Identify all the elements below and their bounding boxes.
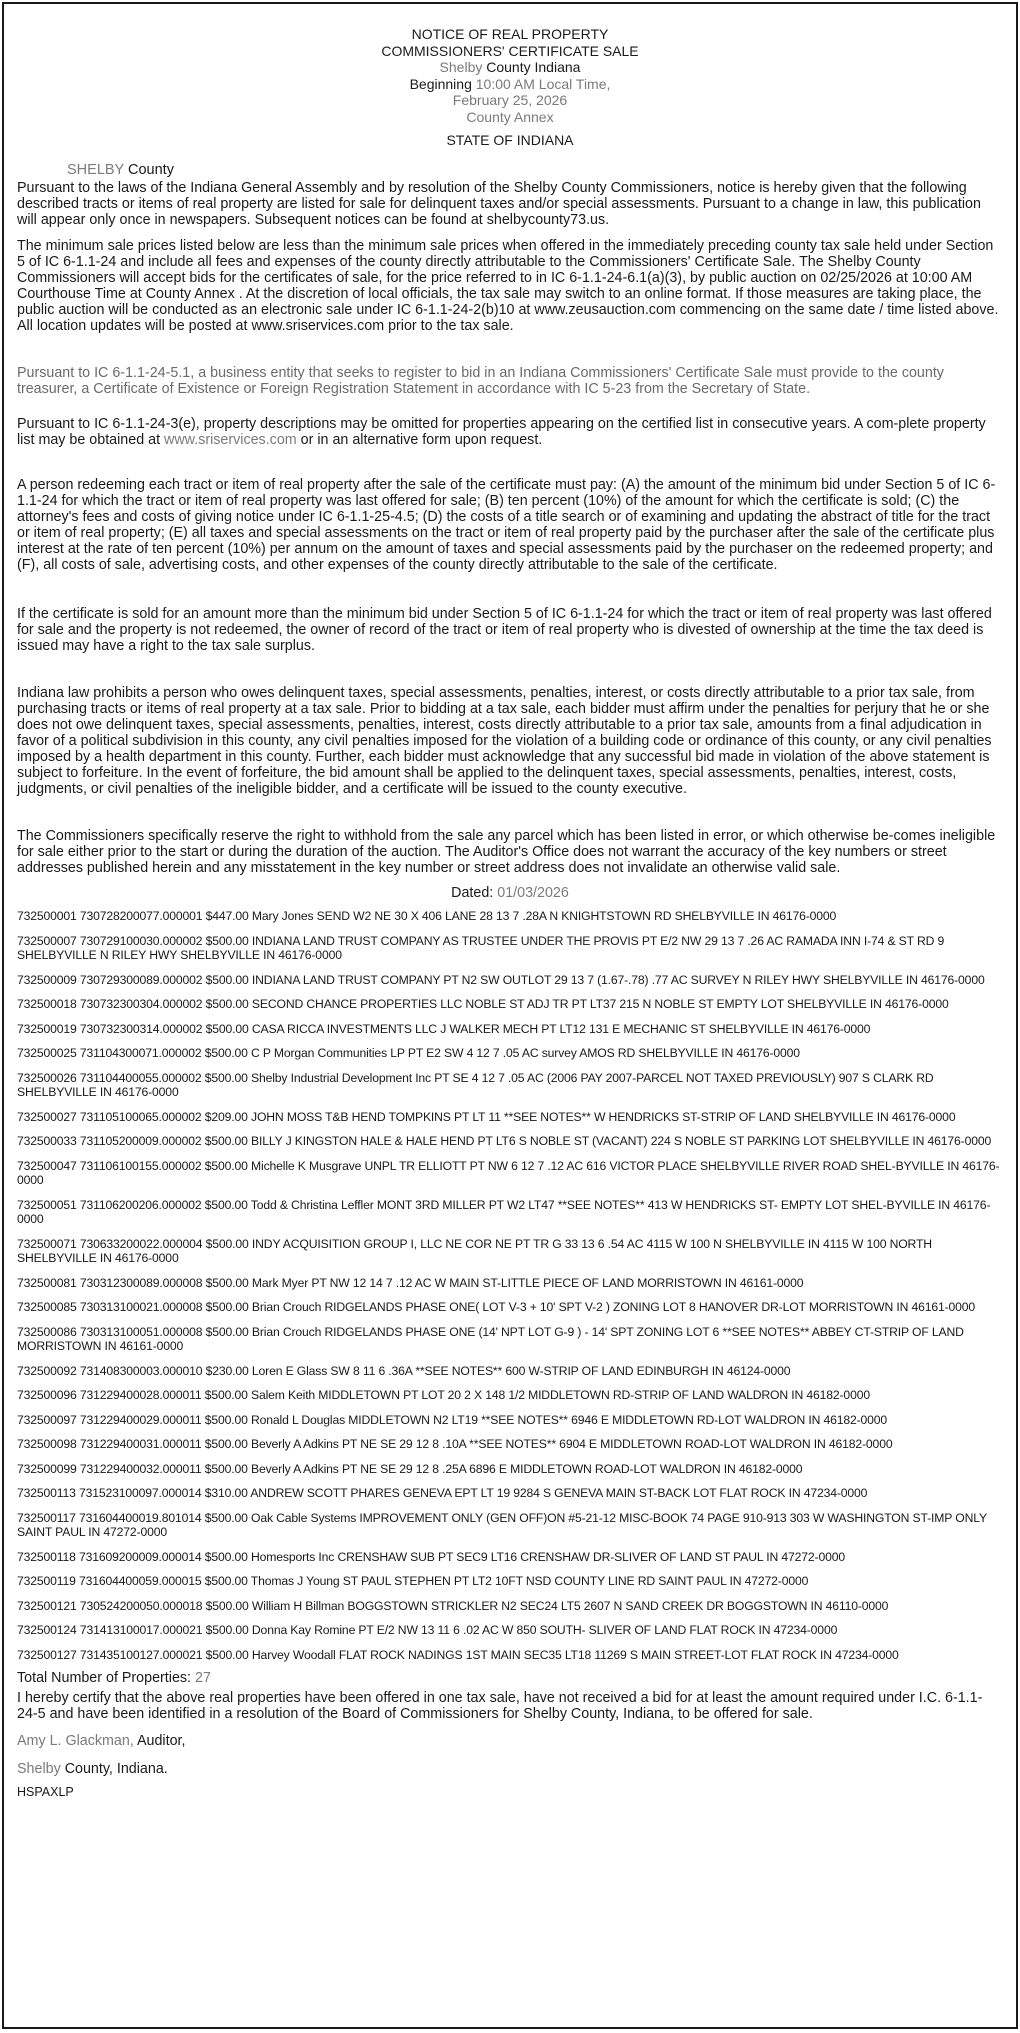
footer-county: [17, 1761, 1003, 1777]
total-label: Total Number of Properties:: [17, 1670, 195, 1686]
list-item: 732500018 730732300304.000002 $500.00 SECOND CHANCE PROPERTIES LLC NOBLE ST ADJ TR PT LT37 215 N NOBLE ST EMPTY LOT SHELBYVILLE IN 46176-0000: [17, 997, 949, 1011]
legal-notice-page: [2, 2, 1018, 2029]
auditor-title: Auditor,: [133, 1733, 186, 1749]
list-item: 732500096 731229400028.000011 $500.00 Salem Keith MIDDLETOWN PT LOT 20 2 X 148 1/2 MIDDLETOWN RD-STRIP OF LAND WALDRON IN 46182-0000: [17, 1388, 870, 1402]
notice-header: [17, 26, 1003, 125]
total-value: 27: [195, 1670, 211, 1686]
footer-county-name: Shelby: [17, 1761, 61, 1777]
county-heading-suffix: County: [123, 162, 174, 178]
sale-date: February 25, 2026: [452, 92, 568, 108]
list-item: 732500098 731229400031.000011 $500.00 Beverly A Adkins PT NE SE 29 12 8 .10A **SEE NOTES** 6904 E MIDDLETOWN ROAD-LOT WALDRON IN 46182-0000: [17, 1437, 893, 1451]
dated-value: 01/03/2026: [497, 885, 569, 901]
list-item: 732500025 731104300071.000002 $500.00 C P Morgan Communities LP PT E2 SW 4 12 7 .05 AC survey AMOS RD SHELBYVILLE IN 46176-0000: [17, 1046, 800, 1060]
paragraph-redemption: A person redeeming each tract or item of real property after the sale of the certificate must pay: (A) the amount of the minimum bid under Section 5 of IC 6-1.1-24 for which the tract or item of real property was last offered for sale; (B) ten percent (10%) of the amount for which the certificate is sold; (C) the attorney's fees and costs of giving notice under IC 6-1.1-25-4.5; (D) the costs of a title search or of examining and updating the abstract of title for the tract or item of real property; (E) all taxes and special assessments on the tract or item of real property paid by the purchaser after the sale of the certificate plus interest at the rate of ten percent (10%) per annum on the amount of taxes and special assessments paid by the purchaser on the redeemed property; and (F), all costs of sale, advertising costs, and other expenses of the county directly attributable to the sale of the certificate.: [17, 477, 996, 573]
list-item: 732500081 730312300089.000008 $500.00 Mark Myer PT NW 12 14 7 .12 AC W MAIN ST-LITTLE PIECE OF LAND MORRISTOWN IN 46161-0000: [17, 1275, 804, 1290]
publication-code: HSPAXLP: [17, 1785, 74, 1799]
list-item: 732500121 730524200050.000018 $500.00 William H Billman BOGGSTOWN STRICKLER N2 SEC24 LT5 2607 N SAND CREEK DR BOGGSTOWN IN 46110-0000: [17, 1598, 889, 1613]
list-item: 732500124 731413100017.000021 $500.00 Donna Kay Romine PT E/2 NW 13 11 6 .02 AC W 850 SOUTH- SLIVER OF LAND FLAT ROCK IN 47234-0000: [17, 1623, 838, 1637]
paragraph-reservation: The Commissioners specifically reserve the right to withhold from the sale any parcel which has been listed in error, or which otherwise be-comes ineligible for sale either prior to the start or during the duration of the auction. The Auditor's Office does not warrant the accuracy of the key numbers or street addresses published herein and any misstatement in the key number or street address does not invalidate an otherwise valid sale.: [17, 828, 996, 876]
list-item: 732500001 730728200077.000001 $447.00 Mary Jones SEND W2 NE 30 X 406 LANE 28 13 7 .28A N KNIGHTSTOWN RD SHELBYVILLE IN 46176-0000: [17, 909, 837, 923]
sale-time-line: [17, 76, 1003, 93]
certification-statement: I hereby certify that the above real properties have been offered in one tax sale, have not received a bid for at least the amount required under I.C. 6-1.1-24-5 and have been identified in a resolution of the Board of Commissioners for Shelby County, Indiana, to be offered for sale.: [17, 1690, 983, 1722]
list-item: 732500047 731106100155.000002 $500.00 Michelle K Musgrave UNPL TR ELLIOTT PT NW 6 12 7 .12 AC 616 VICTOR PLACE SHELBYVILLE RIVER ROAD SHEL-BYVILLE IN 46176-0000: [17, 1158, 1000, 1187]
sale-location: County Annex: [466, 108, 554, 125]
list-item: 732500117 731604400019.801014 $500.00 Oak Cable Systems IMPROVEMENT ONLY (GEN OFF)ON #5-21-12 MISC-BOOK 74 PAGE 910-913 303 W WASHINGTON ST-IMP ONLY SAINT PAUL IN 47272-0000: [17, 1510, 987, 1539]
list-item: 732500086 730313100051.000008 $500.00 Brian Crouch RIDGELANDS PHASE ONE (14' NPT LOT G-9 ) - 14' SPT ZONING LOT 6 **SEE NOTES** ABBEY CT-STRIP OF LAND MORRISTOWN IN 46161-0000: [17, 1324, 964, 1353]
p4-text-b: or in an alternative form upon request.: [296, 432, 543, 448]
total-properties: [17, 1670, 1003, 1686]
list-item: 732500127 731435100127.000021 $500.00 Harvey Woodall FLAT ROCK NADINGS 1ST MAIN SEC35 LT18 11269 S MAIN STREET-LOT FLAT ROCK IN 47234-0000: [17, 1647, 899, 1662]
paragraph-property-descriptions: [17, 416, 1003, 448]
header-county-name: Shelby: [439, 59, 483, 75]
footer-county-suffix: County, Indiana.: [60, 1761, 168, 1777]
notice-title: NOTICE OF REAL PROPERTY: [411, 26, 609, 42]
list-item: 732500019 730732300314.000002 $500.00 CASA RICCA INVESTMENTS LLC J WALKER MECH PT LT12 131 E MECHANIC ST SHELBYVILLE IN 46176-0000: [17, 1021, 871, 1036]
list-item: 732500092 731408300003.000010 $230.00 Loren E Glass SW 8 11 6 .36A **SEE NOTES** 600 W-STRIP OF LAND EDINBURGH IN 46124-0000: [17, 1363, 791, 1378]
paragraph-bidder-prohibition: Indiana law prohibits a person who owes delinquent taxes, special assessments, penalties, interest, or costs directly attributable to a prior tax sale, from purchasing tracts or items of real property at a tax sale. Prior to bidding at a tax sale, each bidder must affirm under the penalties for perjury that he or she does not owe delinquent taxes, special assessments, penalties, interest, costs directly attributable to a prior tax sale, amounts from a final adjudication in favor of a political subdivision in this county, any civil penalties imposed for the violation of a building code or ordinance of this county, or any civil penalties imposed by a health department in this county. Further, each bidder must acknowledge that any successful bid made in violation of the above statement is subject to forfeiture. In the event of forfeiture, the bid amount shall be applied to the delinquent taxes, special assessments, penalties, interest, costs, judgments, or civil penalties of the ineligible bidder, and a certificate will be issued to the county executive.: [17, 685, 992, 797]
list-item: 732500099 731229400032.000011 $500.00 Beverly A Adkins PT NE SE 29 12 8 .25A 6896 E MIDDLETOWN ROAD-LOT WALDRON IN 46182-0000: [17, 1461, 803, 1476]
dated-line: [17, 885, 1003, 901]
beginning-label: Beginning: [409, 75, 476, 92]
p4-text-a: Pursuant to IC 6-1.1-24-3(e), property descriptions may be omitted for properties appearing on the certified list in consecutive years. A com-plete property list may be obtained at: [17, 416, 986, 448]
list-item: 732500119 731604400059.000015 $500.00 Thomas J Young ST PAUL STEPHEN PT LT2 10FT NSD COUNTY LINE RD SAINT PAUL IN 47272-0000: [17, 1574, 809, 1588]
paragraph-surplus: If the certificate is sold for an amount more than the minimum bid under Section 5 of IC 6-1.1-24 for which the tract or item of real property was last offered for sale and the property is not redeemed, the owner of record of the tract or item of real property who is divested of ownership at the time the tax deed is issued may have a right to the tax sale surplus.: [17, 606, 992, 654]
sale-time: 10:00 AM Local Time,: [475, 75, 611, 92]
county-state-line: [17, 59, 1003, 76]
list-item: 732500085 730313100021.000008 $500.00 Brian Crouch RIDGELANDS PHASE ONE( LOT V-3 + 10' SPT V-2 ) ZONING LOT 8 HANOVER DR-LOT MORRISTOWN IN 46161-0000: [17, 1300, 976, 1314]
county-heading-name: SHELBY: [67, 162, 124, 178]
list-item: 732500027 731105100065.000002 $209.00 JOHN MOSS T&B HEND TOMPKINS PT LT 11 **SEE NOTES** W HENDRICKS ST-STRIP OF LAND SHELBYVILLE IN 46176-0000: [17, 1109, 956, 1124]
auditor-signature-line: [17, 1733, 1003, 1749]
list-item: 732500118 731609200009.000014 $500.00 Homesports Inc CRENSHAW SUB PT SEC9 LT16 CRENSHAW DR-SLIVER OF LAND ST PAUL IN 47272-0000: [17, 1549, 845, 1564]
header-county-suffix: County Indiana: [482, 59, 581, 75]
list-item: 732500097 731229400029.000011 $500.00 Ronald L Douglas MIDDLETOWN N2 LT19 **SEE NOTES** 6946 E MIDDLETOWN RD-LOT WALDRON IN 46182-0000: [17, 1412, 888, 1427]
paragraph-business-entity: Pursuant to IC 6-1.1-24-5.1, a business entity that seeks to register to bid in an Indiana Commissioners' Certificate Sale must provide to the county treasurer, a Certificate of Existence or Foreign Registration Statement in accordance with IC 5-23 from the Secretary of State.: [17, 365, 944, 397]
sriservices-link[interactable]: www.sriservices.com: [164, 432, 297, 448]
auditor-name: Amy L. Glackman,: [17, 1733, 134, 1749]
property-listings: [17, 909, 1003, 1662]
dated-label: Dated:: [451, 885, 498, 901]
paragraph-notice: Pursuant to the laws of the Indiana General Assembly and by resolution of the Shelby County Commissioners, notice is hereby given that the following described tracts or items of real property are listed for sale for delinquent taxes and/or special assessments. Pursuant to a change in law, this publication will appear only once in newspapers. Subsequent notices can be found at shelbycounty73.us.: [17, 180, 981, 228]
list-item: 732500009 730729300089.000002 $500.00 INDIANA LAND TRUST COMPANY PT N2 SW OUTLOT 29 13 7 (1.67-.78) .77 AC SURVEY N RILEY HWY SHELBYVILLE IN 46176-0000: [17, 972, 985, 987]
list-item: 732500007 730729100030.000002 $500.00 INDIANA LAND TRUST COMPANY AS TRUSTEE UNDER THE PROVIS PT E/2 NW 29 13 7 .26 AC RAMADA INN I-74 & ST RD 9 SHELBYVILLE N RILEY HWY SHELBYVILLE IN 46176-0000: [17, 933, 945, 962]
notice-subtitle: COMMISSIONERS' CERTIFICATE SALE: [381, 42, 639, 59]
paragraph-minimum-prices: The minimum sale prices listed below are less than the minimum sale prices when offered in the immediately preceding county tax sale held under Section 5 of IC 6-1.1-24 and include all fees and expenses of the county directly attributable to the Commissioners' Certificate Sale. The Shelby County Commissioners will accept bids for the certificates of sale, for the price referred to in IC 6-1.1-24-6.1(a)(3), by public auction on 02/25/2026 at 10:00 AM Courthouse Time at County Annex . At the discretion of local officials, the tax sale may switch to an online format. If those measures are taking place, the public auction will be conducted as an electronic sale under IC 6-1.1-24-2(b)10 at www.zeusauction.com commencing on the same date / time listed above. All location updates will be posted at www.sriservices.com prior to the tax sale.: [17, 238, 999, 334]
list-item: 732500113 731523100097.000014 $310.00 ANDREW SCOTT PHARES GENEVA EPT LT 19 9284 S GENEVA MAIN ST-BACK LOT FLAT ROCK IN 47234-0000: [17, 1486, 868, 1500]
state-heading: STATE OF INDIANA: [446, 132, 574, 148]
list-item: 732500026 731104400055.000002 $500.00 Shelby Industrial Development Inc PT SE 4 12 7 .05 AC (2006 PAY 2007-PARCEL NOT TAXED PREVIOUSLY) 907 S CLARK RD SHELBYVILLE IN 46176-0000: [17, 1070, 934, 1099]
list-item: 732500071 730633200022.000004 $500.00 INDY ACQUISITION GROUP I, LLC NE COR NE PT TR G 33 13 6 .54 AC 4115 W 100 N SHELBYVILLE IN 4115 W 100 NORTH SHELBYVILLE IN 46176-0000: [17, 1236, 932, 1265]
list-item: 732500051 731106200206.000002 $500.00 Todd & Christina Leffler MONT 3RD MILLER PT W2 LT47 **SEE NOTES** 413 W HENDRICKS ST- EMPTY LOT SHEL-BYVILLE IN 46176-0000: [17, 1197, 991, 1226]
list-item: 732500033 731105200009.000002 $500.00 BILLY J KINGSTON HALE & HALE HEND PT LT6 S NOBLE ST (VACANT) 224 S NOBLE ST PARKING LOT SHELBYVILLE IN 46176-0000: [17, 1134, 992, 1148]
county-heading: [67, 162, 1003, 178]
